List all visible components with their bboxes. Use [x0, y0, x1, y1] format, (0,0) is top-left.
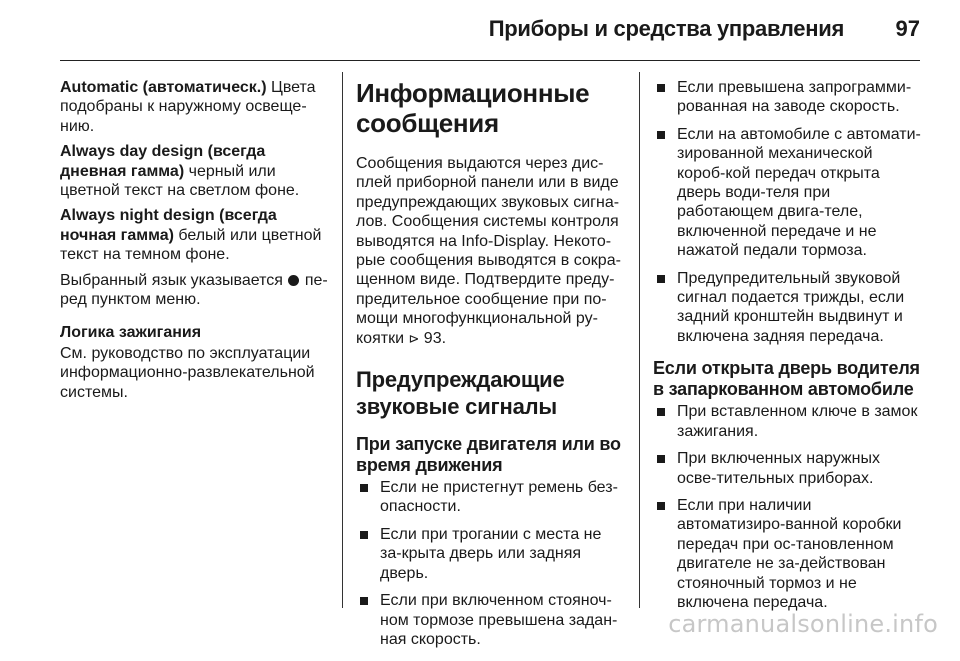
day-design-text: черный или цветной текст на светлом фоне. [60, 162, 300, 200]
list-item: Если на автомобиле с автомати-зированной механической короб-кой передач открыта дверь води-теля при работающем двига-теле, включенной передаче и не нажатой педали тормоза. [653, 125, 923, 261]
automatic-text: Цвета подобраны к наружному освеще-нию. [60, 79, 316, 135]
engine-start-heading: При запуске двигателя или во время движения [356, 434, 621, 476]
parked-door-heading: Если открыта дверь водителя в запаркованном автомобиле [653, 358, 920, 400]
night-design-text: белый или цветной текст на темном фоне. [60, 226, 322, 264]
column-3 [653, 78, 923, 624]
list-item: Если при наличии автоматизиро-ванной коробки передач при ос-тановленном двигателе не за-действован стояночный тормоз и не включена передача. [653, 496, 923, 612]
day-design-paragraph [60, 142, 328, 200]
page-number: 97 [895, 16, 920, 41]
column-divider-1 [342, 72, 343, 608]
night-design-paragraph [60, 206, 328, 264]
list-item: Если при включенном стояноч-ном тормозе превышена задан-ная скорость. [356, 591, 626, 649]
column-1 [60, 78, 328, 408]
info-messages-heading: Информационные сообщения [356, 78, 590, 138]
ignition-heading: Логика зажигания [60, 324, 202, 342]
automatic-paragraph [60, 78, 328, 136]
warning-chimes-heading: Предупреждающие звуковые сигналы [356, 367, 565, 420]
language-text-after: пе-ред пунктом меню. [60, 271, 328, 309]
engine-start-list [356, 478, 626, 649]
arrow-reference-icon: ⊳ [408, 330, 420, 346]
automatic-term: Automatic (автоматическ.) [60, 79, 267, 96]
day-design-term: Always day design (всегда дневная гамма) [60, 143, 266, 180]
list-item: Если превышена запрограмми-рованная на заводе скорость. [653, 78, 923, 117]
intro-text: Сообщения выдаются через дис-плей приборной панели или в виде предупреждающих звуковых сигна-лов. Сообщения системы контроля выводятся на Info-Display. Некото-рые сообщения выводятся в сокра-щенном виде. Подтвердите преду-предительное сообщение при по-мощи многофункциональной ру-коятки [356, 155, 621, 347]
language-paragraph [60, 271, 328, 310]
list-item: При вставленном ключе в замок зажигания. [653, 402, 923, 441]
watermark: carmanualsonline.info [668, 610, 938, 638]
conditions-list [653, 78, 923, 346]
info-messages-intro [356, 154, 626, 348]
ignition-text: См. руководство по эксплуатации информационно-развлекательной системы. [60, 344, 315, 401]
parked-door-list [653, 402, 923, 612]
list-item: Предупредительный звуковой сигнал подается трижды, если задний кронштейн выдвинут и включена задняя передача. [653, 269, 923, 347]
list-item: Если при трогании с места не за-крыта дверь или задняя дверь. [356, 525, 626, 583]
list-item: Если не пристегнут ремень без-опасности. [356, 478, 626, 517]
header-divider [60, 60, 920, 61]
reference-page: 93. [419, 329, 447, 347]
column-2 [356, 78, 626, 661]
list-item: При включенных наружных осве-тительных приборах. [653, 449, 923, 488]
language-text-before: Выбранный язык указывается [60, 271, 288, 289]
night-design-term: Always night design (всегда ночная гамма) [60, 207, 277, 244]
column-divider-2 [639, 72, 640, 608]
selection-dot-icon [288, 275, 299, 286]
page-title: Приборы и средства управления [488, 16, 844, 41]
